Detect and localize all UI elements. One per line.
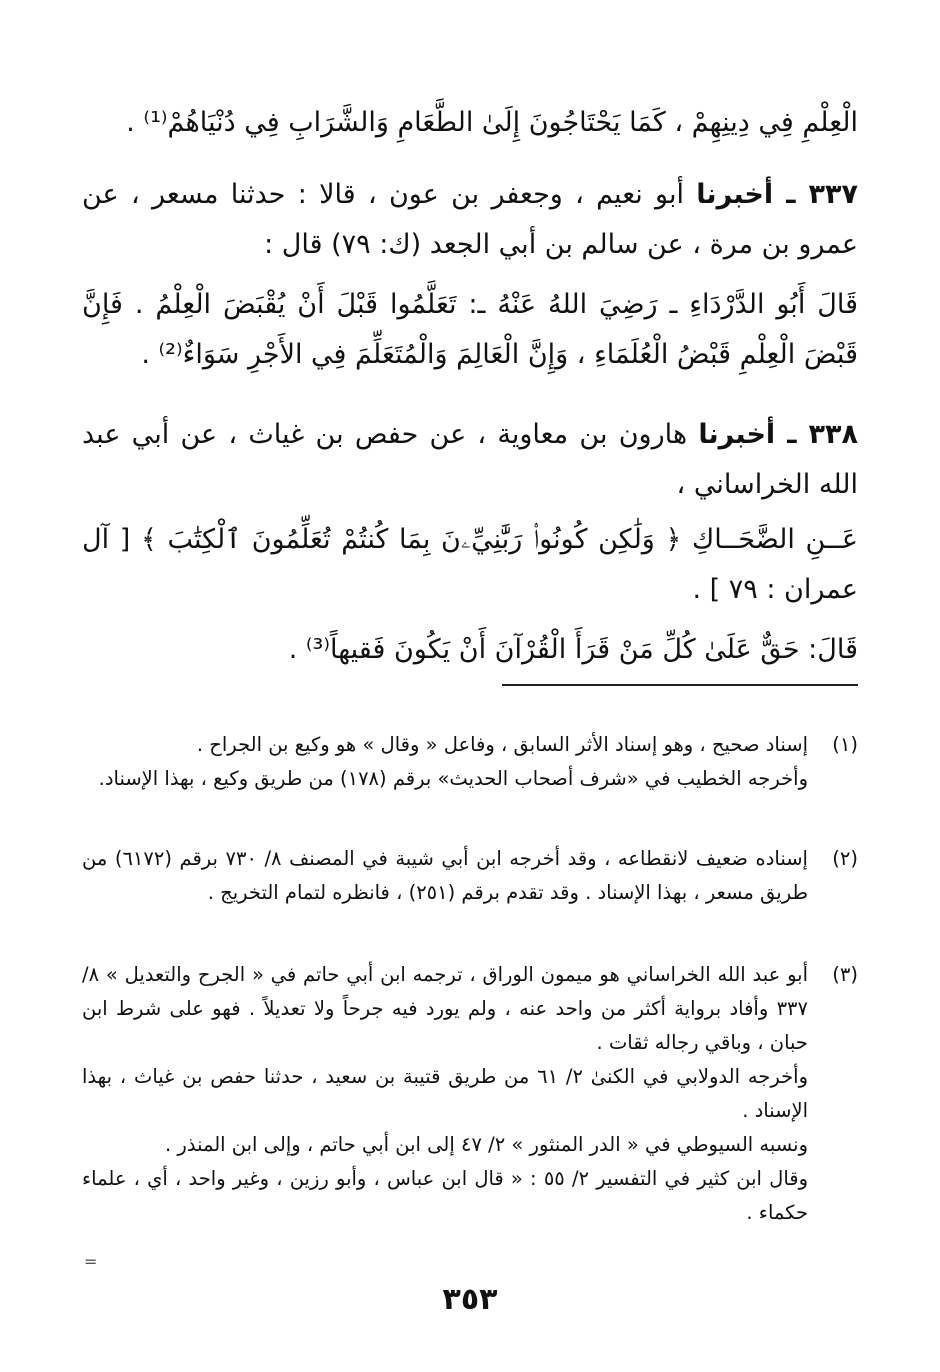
- footnote-line: وأخرجه الدولابي في الكنىٰ ٢/ ٦١ من طريق قتيبة بن سعيد ، حدثنا حفص بن غياث ، بهذا الإسناد .: [82, 1065, 808, 1122]
- footnote-1: [82, 728, 858, 796]
- hadith-337-isnad-text: أبو نعيم ، وجعفر بن عون ، قالا : حدثنا مسعر ، عن عمرو بن مرة ، عن سالم بن أبي الجعد (ك: ٧٩) قال :: [82, 179, 858, 260]
- hadith-337-isnad: [82, 170, 858, 270]
- hadith-338-qal-text: قَالَ: حَقٌّ عَلَىٰ كُلِّ مَنْ قَرَأَ الْقُرْآنَ أَنْ يَكُونَ فَقيهاً⁽³⁾ .: [288, 634, 858, 665]
- footnote-line: إسناد صحيح ، وهو إسناد الأثر السابق ، وفاعل « وقال » هو وكيع بن الجراح .: [196, 733, 808, 756]
- hadith-337-matn: [82, 280, 858, 380]
- continuation-mark: =: [84, 1252, 98, 1271]
- footnote-number: (١): [832, 733, 858, 756]
- footnote-body: [82, 958, 808, 1230]
- footnote-3: [82, 958, 858, 1230]
- hadith-338-qal: [82, 625, 858, 675]
- footnote-number: (٢): [832, 847, 858, 870]
- footnote-line: أبو عبد الله الخراساني هو ميمون الوراق ، ترجمه ابن أبي حاتم في « الجرح والتعديل » ٨/ ٣٣٧ وأفاد برواية أكثر من واحد عنه ، ولم يورد فيه جرحاً ولا تعديلاً . فهو على شرط ابن حبان ، وباقي رجاله ثقات .: [82, 963, 808, 1054]
- footnote-separator: [502, 684, 858, 686]
- footnote-body: [82, 728, 808, 796]
- footnote-2: [82, 842, 858, 910]
- hadith-337-number: ٣٣٧ ـ أخبرنا: [696, 179, 858, 210]
- footnote-line: وأخرجه الخطيب في «شرف أصحاب الحديث» برقم (١٧٨) من طريق وكيع ، بهذا الإسناد.: [98, 767, 808, 790]
- footnote-number: (٣): [832, 963, 858, 986]
- hadith-338-isnad-text: هارون بن معاوية ، عن حفص بن غياث ، عن أبي عبد الله الخراساني ،: [82, 419, 858, 500]
- continuation-line: [82, 98, 858, 148]
- footnote-line: وقال ابن كثير في التفسير ٢/ ٥٥ : « قال ابن عباس ، وأبو رزين ، وغير واحد ، أي ، علماء حكماء .: [82, 1167, 809, 1224]
- footnote-line: إسناده ضعيف لانقطاعه ، وقد أخرجه ابن أبي شيبة في المصنف ٨/ ٧٣٠ برقم (٦١٧٢) من طريق مسعر ، بهذا الإسناد . وقد تقدم برقم (٢٥١) ، فانظره لتمام التخريج .: [82, 847, 808, 904]
- hadith-338-number: ٣٣٨ ـ أخبرنا: [698, 419, 858, 450]
- hadith-337-matn-text: قَالَ أَبُو الدَّرْدَاءِ ـ رَضِيَ اللهُ عَنْهُ ـ: تَعَلَّمُوا قَبْلَ أَنْ يُقْبَضَ الْعِلْمُ . فَإِنَّ قَبْضَ الْعِلْمِ قَبْضُ الْعُلَمَاءِ ، وَإِنَّ الْعَالِمَ وَالْمُتَعَلِّمَ فِي الأَجْرِ سَوَاءٌ⁽²⁾ .: [82, 289, 858, 370]
- page-number: ٣٥٣: [442, 1282, 498, 1317]
- footnote-body: [82, 842, 808, 910]
- hadith-338-dahhak-text: عَــنِ الضَّحَــاكِ ﴿ وَلَٰكِن كُونُوا۟ رَبَّٰنِيِّۦنَ بِمَا كُنتُمْ تُعَلِّمُونَ ٱلْكِتَٰبَ ﴾ [ آل عمران : ٧٩ ] .: [82, 524, 858, 605]
- footnote-line: ونسبه السيوطي في « الدر المنثور » ٢/ ٤٧ إلى ابن أبي حاتم ، وإلى ابن المنذر .: [165, 1133, 808, 1156]
- hadith-338-isnad: [82, 410, 858, 510]
- continuation-text: الْعِلْمِ فِي دِينِهِمْ ، كَمَا يَحْتَاجُونَ إِلَىٰ الطَّعَامِ وَالشَّرَابِ فِي دُنْيَاهُمْ⁽¹⁾ .: [126, 107, 858, 138]
- hadith-338-dahhak: [82, 515, 858, 615]
